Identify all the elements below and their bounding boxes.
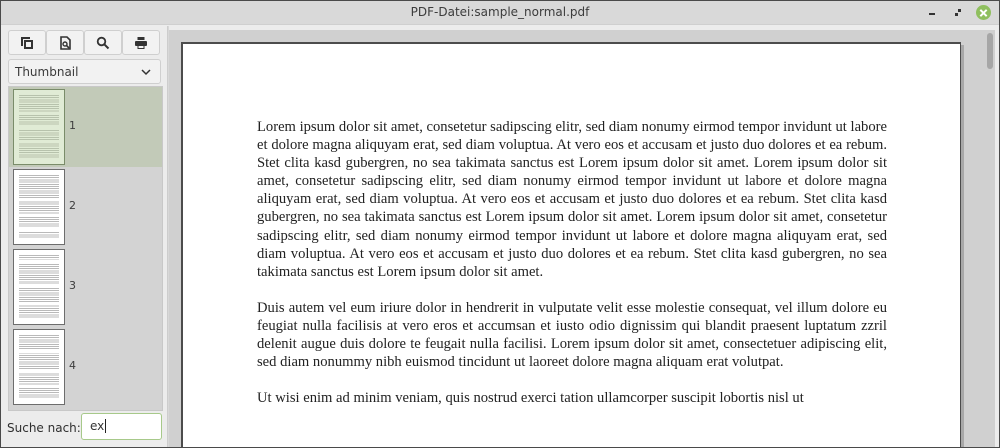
search-button[interactable] bbox=[84, 30, 122, 55]
pages-button[interactable] bbox=[8, 30, 46, 55]
search-icon bbox=[96, 36, 110, 50]
print-button[interactable] bbox=[122, 30, 160, 55]
paragraph: Lorem ipsum dolor sit amet, consetetur sadipscing elitr, sed diam nonumy eirmod tempor invidunt ut labore et dolore magna aliquyam erat, sed diam voluptua. At vero eos et accusam et justo duo dolores et ea rebum. Stet clita kasd gubergren, no sea takimata sanctus est Lorem ipsum dolor sit amet. Lorem ipsum dolor sit amet, consetetur sadipscing elitr, sed diam nonumy eirmod tempor invidunt ut labore et dolore magna aliquyam erat, sed diam voluptua. At vero eos et accusam et justo duo dolores et ea rebum. Stet clita kasd gubergren, no sea takimata sanctus est Lorem ipsum dolor sit amet. Lorem ipsum dolor sit amet, consetetur sadipscing elitr, sed diam nonumy eirmod tempor invidunt ut labore et dolore magna aliquyam erat, sed diam voluptua. At vero eos et accusam et justo duo dolores et ea rebum. Stet clita kasd gubergren, no sea takimata sanctus est Lorem ipsum dolor sit amet. bbox=[257, 119, 887, 280]
document-button[interactable] bbox=[46, 30, 84, 55]
window-title: PDF-Datei:sample_normal.pdf bbox=[410, 5, 590, 19]
search-label: Suche nach: bbox=[7, 421, 81, 435]
thumbnail-number: 3 bbox=[69, 279, 76, 292]
sidebar bbox=[1, 26, 167, 448]
page-thumbnail-image bbox=[13, 89, 65, 165]
thumbnail-page-3[interactable] bbox=[9, 247, 162, 327]
maximize-icon[interactable] bbox=[951, 5, 967, 21]
print-icon bbox=[134, 36, 148, 50]
thumbnail-page-4[interactable] bbox=[9, 327, 162, 407]
view-mode-value: Thumbnail bbox=[15, 65, 79, 79]
document-search-icon bbox=[58, 36, 72, 50]
pages-icon bbox=[20, 36, 34, 50]
title-bar[interactable] bbox=[1, 1, 999, 25]
page-text bbox=[257, 118, 887, 425]
sidebar-toolbar bbox=[8, 30, 160, 55]
paragraph: Duis autem vel eum iriure dolor in hendrerit in vulputate velit esse molestie consequat, vel illum dolore eu feugiat nulla facilisis at vero eros et accumsan et iusto odio dignissim qui blandit praesent luptatum zzril delenit augue duis dolore te feugait nulla facilisi. Lorem ipsum dolor sit amet, consectetuer adipiscing elit, sed diam nonummy nibh euismod tincidunt ut laoreet dolore magna aliquam erat volutpat. bbox=[257, 299, 887, 371]
minimize-icon[interactable] bbox=[925, 5, 941, 21]
thumbnail-page-2[interactable] bbox=[9, 167, 162, 247]
paragraph: Ut wisi enim ad minim veniam, quis nostrud exerci tation ullamcorper suscipit lobortis nisl ut bbox=[257, 390, 804, 407]
view-mode-select[interactable] bbox=[8, 59, 161, 84]
close-icon[interactable] bbox=[976, 5, 991, 20]
thumbnail-page-1[interactable] bbox=[9, 87, 162, 167]
text-cursor bbox=[105, 419, 106, 433]
page-thumbnail-image bbox=[13, 249, 65, 325]
thumbnail-list[interactable] bbox=[8, 86, 163, 411]
document-view[interactable] bbox=[169, 30, 995, 448]
vertical-scrollbar[interactable] bbox=[985, 31, 997, 447]
thumbnail-number: 2 bbox=[69, 199, 76, 212]
thumbnail-number: 4 bbox=[69, 359, 76, 372]
scrollbar-thumb[interactable] bbox=[987, 33, 993, 69]
chevron-down-icon bbox=[140, 66, 152, 78]
thumbnail-number: 1 bbox=[69, 119, 76, 132]
search-input-value: ex bbox=[90, 419, 105, 433]
page-thumbnail-image bbox=[13, 169, 65, 245]
page-thumbnail-image bbox=[13, 329, 65, 405]
search-input[interactable] bbox=[81, 413, 162, 440]
pdf-page bbox=[181, 42, 961, 448]
